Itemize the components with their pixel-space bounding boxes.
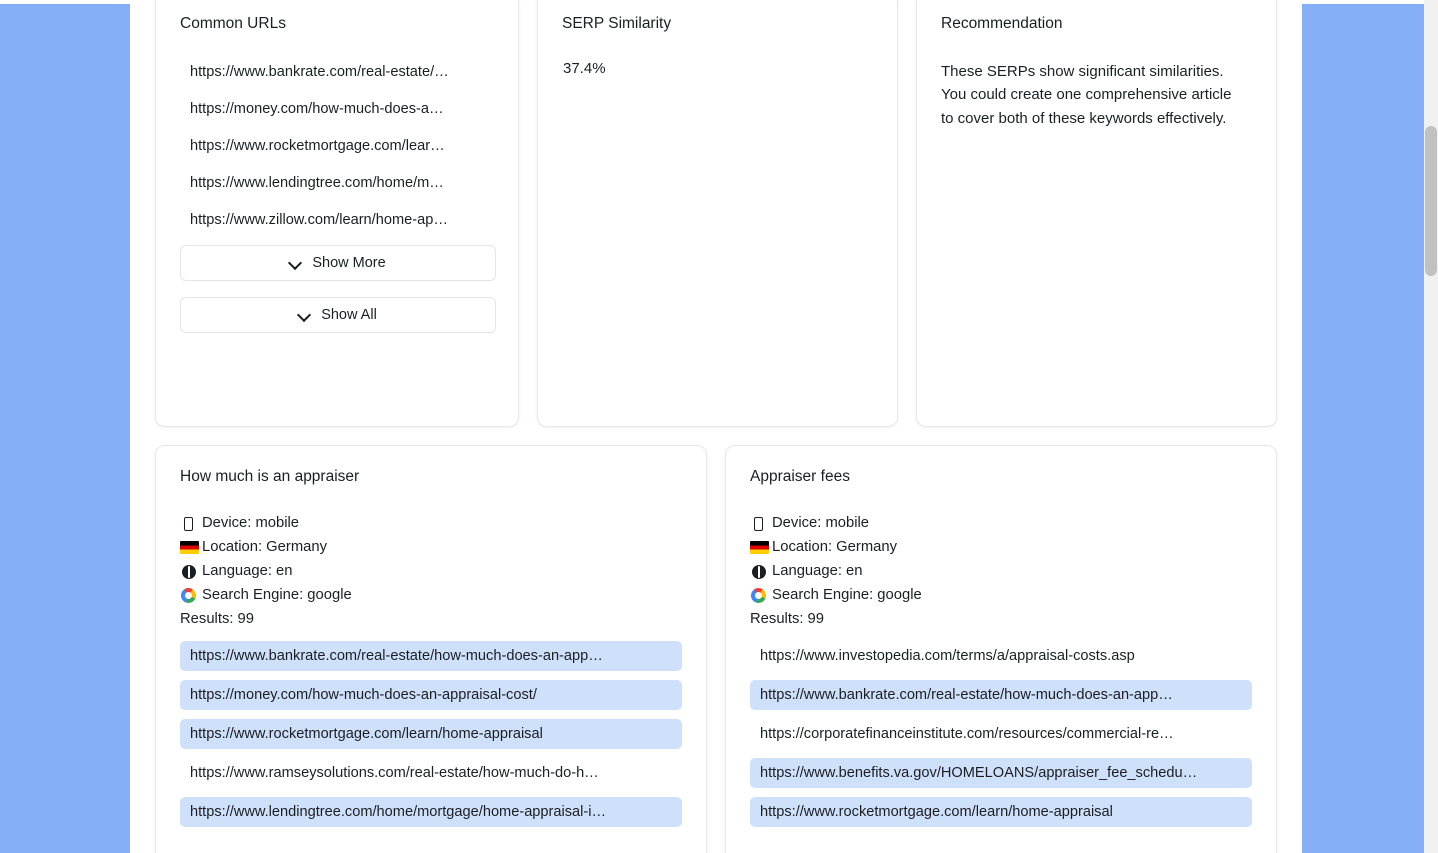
show-more-label: Show More [312, 254, 386, 271]
list-item[interactable]: https://www.bankrate.com/real-estate/how-much-does-an-app… [180, 641, 682, 671]
serp-similarity-card [537, 0, 898, 427]
list-item[interactable]: https://corporatefinanceinstitute.com/resources/commercial-re… [760, 725, 1174, 742]
list-item[interactable]: https://money.com/how-much-does-an-appraisal-cost/ [180, 680, 682, 710]
google-icon [750, 583, 767, 607]
list-item[interactable]: https://www.rocketmortgage.com/lear… [190, 137, 445, 154]
list-item[interactable]: https://www.ramseysolutions.com/real-estate/how-much-do-h… [190, 764, 599, 781]
serp-similarity-title: SERP Similarity [562, 15, 672, 32]
serp-similarity-value: 37.4% [563, 59, 606, 77]
engine-meta [750, 583, 1252, 607]
show-all-button[interactable] [180, 297, 496, 333]
list-item[interactable]: https://www.bankrate.com/real-estate/… [190, 63, 449, 80]
device-meta [180, 511, 682, 535]
results-count: Results: 99 [750, 610, 825, 627]
keyword-title: Appraiser fees [750, 468, 850, 485]
chevron-down-icon [299, 309, 311, 321]
language-meta [750, 559, 1252, 583]
device-label: Device: mobile [772, 514, 870, 531]
list-item[interactable]: https://www.lendingtree.com/home/m… [190, 174, 444, 191]
list-item[interactable]: https://www.rocketmortgage.com/learn/home-appraisal [180, 719, 682, 749]
germany-flag-icon [180, 535, 197, 559]
keyword-title: How much is an appraiser [180, 468, 360, 485]
list-item[interactable]: https://www.lendingtree.com/home/mortgage/home-appraisal-i… [180, 797, 682, 827]
common-urls-card [155, 0, 519, 427]
engine-label: Search Engine: google [772, 586, 922, 603]
results-list [750, 641, 1252, 827]
location-label: Location: Germany [202, 538, 328, 555]
keyword-row [155, 445, 1277, 853]
mobile-phone-icon [750, 511, 767, 535]
show-all-label: Show All [321, 306, 377, 323]
page-scrollbar[interactable] [1424, 0, 1438, 853]
device-label: Device: mobile [202, 514, 300, 531]
location-label: Location: Germany [772, 538, 898, 555]
results-count: Results: 99 [180, 610, 255, 627]
recommendation-card [916, 0, 1277, 427]
keyword-card-1 [155, 445, 707, 853]
scroll-area [130, 0, 1302, 853]
list-item[interactable]: https://money.com/how-much-does-a… [190, 100, 444, 117]
language-label: Language: en [772, 562, 863, 579]
globe-icon [180, 559, 197, 583]
list-item[interactable]: https://www.rocketmortgage.com/learn/home-appraisal [750, 797, 1252, 827]
content-canvas [130, 0, 1302, 853]
globe-icon [750, 559, 767, 583]
engine-meta [180, 583, 682, 607]
keyword-card-2 [725, 445, 1277, 853]
location-meta [750, 535, 1252, 559]
mobile-phone-icon [180, 511, 197, 535]
list-item[interactable]: https://www.zillow.com/learn/home-ap… [190, 211, 448, 228]
recommendation-text: These SERPs show significant similarities. You could create one comprehensive article to cover both of these keywords effectively. [941, 62, 1232, 127]
germany-flag-icon [750, 535, 767, 559]
results-list [180, 641, 682, 827]
list-item[interactable]: https://www.investopedia.com/terms/a/appraisal-costs.asp [760, 647, 1135, 664]
location-meta [180, 535, 682, 559]
chevron-down-icon [290, 257, 302, 269]
google-icon [180, 583, 197, 607]
scrollbar-thumb[interactable] [1425, 126, 1437, 276]
recommendation-title: Recommendation [941, 15, 1063, 32]
common-urls-list [180, 60, 494, 232]
engine-label: Search Engine: google [202, 586, 352, 603]
language-label: Language: en [202, 562, 293, 579]
list-item[interactable]: https://www.bankrate.com/real-estate/how-much-does-an-app… [750, 680, 1252, 710]
device-meta [750, 511, 1252, 535]
summary-row [155, 0, 1277, 427]
show-more-button[interactable] [180, 245, 496, 281]
language-meta [180, 559, 682, 583]
common-urls-title: Common URLs [180, 15, 286, 32]
list-item[interactable]: https://www.benefits.va.gov/HOMELOANS/appraiser_fee_schedu… [750, 758, 1252, 788]
